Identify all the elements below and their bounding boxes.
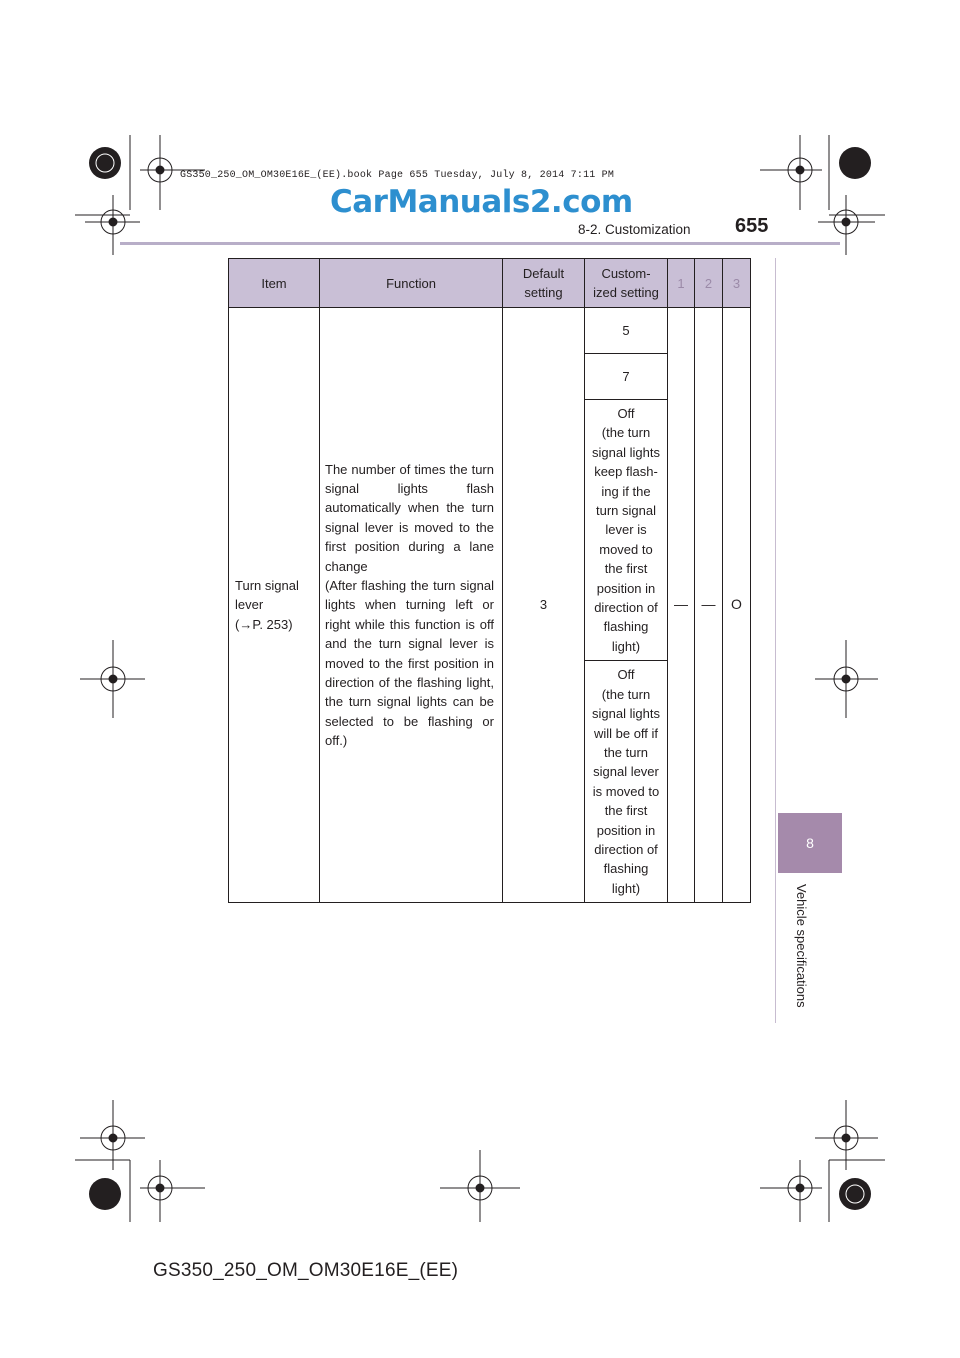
column-header-item: Item — [229, 259, 320, 308]
option-line: turn signal — [596, 503, 656, 519]
option-text: 7 — [622, 368, 630, 384]
option-line: the first — [604, 803, 648, 819]
chapter-tab — [778, 813, 842, 873]
option-line: lever is — [605, 522, 647, 538]
chapter-number: 8 — [806, 835, 814, 851]
option-line: (the turn — [601, 425, 651, 441]
dash-icon: — — [674, 596, 688, 613]
option-line: the turn — [603, 744, 649, 760]
item-line-2: lever — [235, 597, 264, 613]
footer-model-code: GS350_250_OM_OM30E16E_(EE) — [153, 1260, 459, 1281]
dash-icon: — — [701, 596, 716, 613]
option-7 — [585, 354, 667, 400]
option-line: direction of — [594, 841, 658, 857]
option-line: keep flash- — [594, 464, 658, 480]
option-line: flashing — [603, 861, 649, 877]
method-2-cell — [695, 308, 723, 903]
chapter-label: Vehicle specifications — [794, 884, 809, 1008]
circled-number-1-icon: 1 — [677, 275, 685, 291]
option-line: signal lights — [592, 444, 660, 460]
table-header-row — [229, 259, 751, 308]
circle-available-icon: O — [731, 596, 742, 613]
option-line: the first — [604, 561, 648, 577]
item-line-1: Turn signal — [235, 577, 299, 593]
customized-setting-cell — [585, 308, 668, 903]
option-line: position in — [596, 580, 656, 596]
function-note: (After flashing the turn signal lights when turning left or right while this function is off and the turn signal lever is moved to the first position in direction of the flashing light, the turn signal lights can be selected to be flashing or off.) — [325, 577, 494, 749]
option-line: light) — [611, 638, 641, 654]
customized-header-line2: ized setting — [593, 285, 659, 300]
default-setting-value: 3 — [539, 597, 548, 613]
column-header-method-1 — [668, 259, 695, 308]
customization-table — [228, 258, 751, 903]
option-line: Off — [617, 406, 635, 421]
column-header-default — [503, 259, 585, 308]
column-header-customized — [585, 259, 668, 308]
chapter-tab-divider — [775, 258, 776, 1023]
book-file-line: GS350_250_OM_OM30E16E_(EE).book Page 655 Tuesday, July 8, 2014 7:11 PM — [180, 170, 615, 181]
header-rule — [120, 242, 840, 245]
option-line: is moved to — [592, 783, 660, 799]
function-description: The number of times the turn signal lights flash automatically when the turn signal lever is moved to the first position during a lane change — [325, 461, 494, 574]
circled-number-2-icon: 2 — [704, 275, 713, 291]
option-text: 5 — [622, 322, 630, 338]
method-1-cell — [668, 308, 695, 903]
column-header-function: Function — [320, 259, 503, 308]
function-cell — [320, 308, 503, 903]
default-setting-cell — [503, 308, 585, 903]
option-line: moved to — [599, 541, 653, 557]
option-line: signal lever — [593, 764, 659, 780]
section-title: 8-2. Customization — [578, 222, 691, 237]
option-line: ing if the — [601, 483, 651, 499]
default-header-line2: setting — [524, 285, 563, 300]
option-line: signal lights — [592, 706, 660, 722]
option-off-lights-off — [585, 661, 667, 902]
table-row — [229, 308, 751, 903]
option-line: light) — [611, 880, 641, 896]
option-off-keep-flashing — [585, 400, 667, 661]
option-line: will be off if — [593, 725, 659, 741]
circled-number-3-icon: 3 — [732, 275, 741, 291]
option-line: position in — [596, 822, 656, 838]
watermark-logo: CarManuals2.com — [330, 184, 633, 220]
option-5 — [585, 308, 667, 354]
column-header-method-3 — [723, 259, 751, 308]
page-number: 655 — [735, 215, 769, 237]
page-reference-link[interactable]: (→P. 253) — [235, 616, 293, 632]
customized-header-line1: Custom- — [601, 266, 651, 281]
option-line: Off — [617, 667, 635, 683]
option-line: flashing — [603, 619, 649, 635]
option-line: direction of — [594, 600, 658, 616]
item-cell — [229, 308, 320, 903]
method-3-cell — [723, 308, 751, 903]
default-header-line1: Default — [522, 266, 565, 281]
column-header-method-2 — [695, 259, 723, 308]
option-line: (the turn — [601, 686, 651, 702]
